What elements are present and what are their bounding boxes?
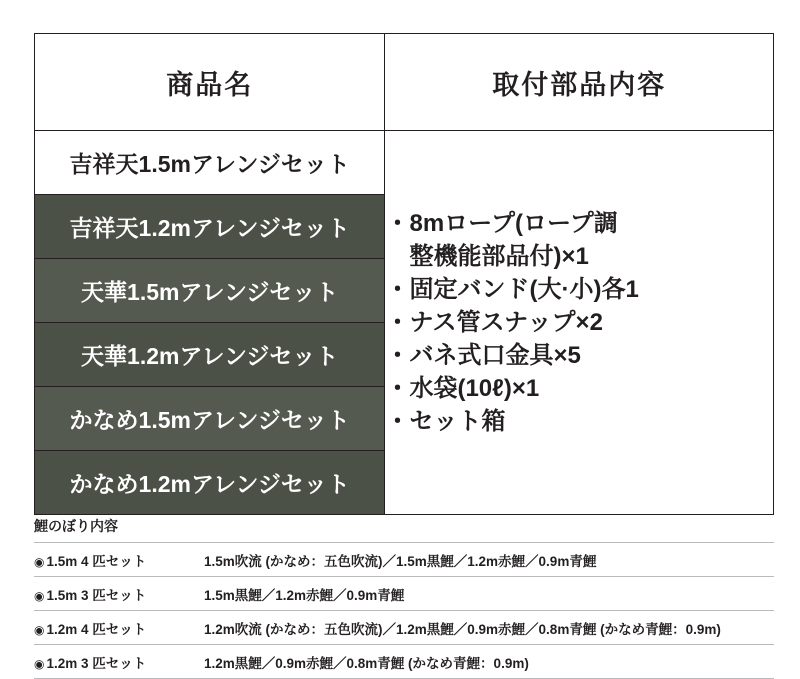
table-row [34, 645, 774, 679]
list-item: ・8mロープ(ロープ調 [385, 209, 618, 237]
product-parts-table [34, 33, 774, 515]
list-item: ・ナス管スナップ×2 [385, 308, 603, 336]
list-item: ・水袋(10ℓ)×1 [385, 375, 540, 403]
set-label-text: 1.2m 4 匹セット [46, 622, 147, 637]
set-contents: 1.2m黒鯉／0.9m赤鯉／0.8m青鯉 (かなめ青鯉：0.9m) [204, 656, 529, 671]
bullet-icon: ◉ [34, 657, 45, 671]
set-label-text: 1.2m 3 匹セット [46, 656, 147, 671]
product-name-cell: かなめ1.5mアレンジセット [35, 387, 385, 451]
table-row [34, 611, 774, 645]
bullet-icon: ◉ [34, 623, 45, 637]
koinobori-table [34, 542, 774, 679]
header-product-name: 商品名 [35, 34, 385, 131]
set-contents: 1.2m吹流 (かなめ：五色吹流)／1.2m黒鯉／0.9m赤鯉／0.8m青鯉 (かなめ青鯉：0.9m) [204, 622, 721, 637]
bullet-icon: ◉ [34, 589, 45, 603]
set-contents: 1.5m黒鯉／1.2m赤鯉／0.9m青鯉 [204, 588, 405, 603]
list-item: ・バネ式口金具×5 [385, 342, 581, 370]
parts-list [385, 207, 773, 439]
product-name-cell: 吉祥天1.5mアレンジセット [35, 131, 385, 195]
table-header-row [35, 34, 774, 131]
list-item: 整機能部品付)×1 [385, 242, 589, 270]
set-label [34, 611, 204, 645]
table-row [34, 543, 774, 577]
table-row [34, 577, 774, 611]
table-row [35, 131, 774, 195]
set-label-text: 1.5m 4 匹セット [46, 554, 147, 569]
parts-content-cell [385, 131, 774, 515]
product-name-cell: 天華1.2mアレンジセット [35, 323, 385, 387]
header-parts-content: 取付部品内容 [385, 34, 774, 131]
bullet-icon: ◉ [34, 555, 45, 569]
set-label-text: 1.5m 3 匹セット [46, 588, 147, 603]
koinobori-section [34, 516, 774, 679]
product-name-cell: 吉祥天1.2mアレンジセット [35, 195, 385, 259]
list-item: ・固定バンド(大·小)各1 [385, 275, 639, 303]
set-contents: 1.5m吹流 (かなめ：五色吹流)／1.5m黒鯉／1.2m赤鯉／0.9m青鯉 [204, 554, 597, 569]
set-label [34, 543, 204, 577]
list-item: ・セット箱 [385, 408, 506, 436]
product-name-cell: かなめ1.2mアレンジセット [35, 451, 385, 515]
set-label [34, 577, 204, 611]
set-label [34, 645, 204, 679]
section-title: 鯉のぼり内容 [34, 518, 118, 534]
product-name-cell: 天華1.5mアレンジセット [35, 259, 385, 323]
